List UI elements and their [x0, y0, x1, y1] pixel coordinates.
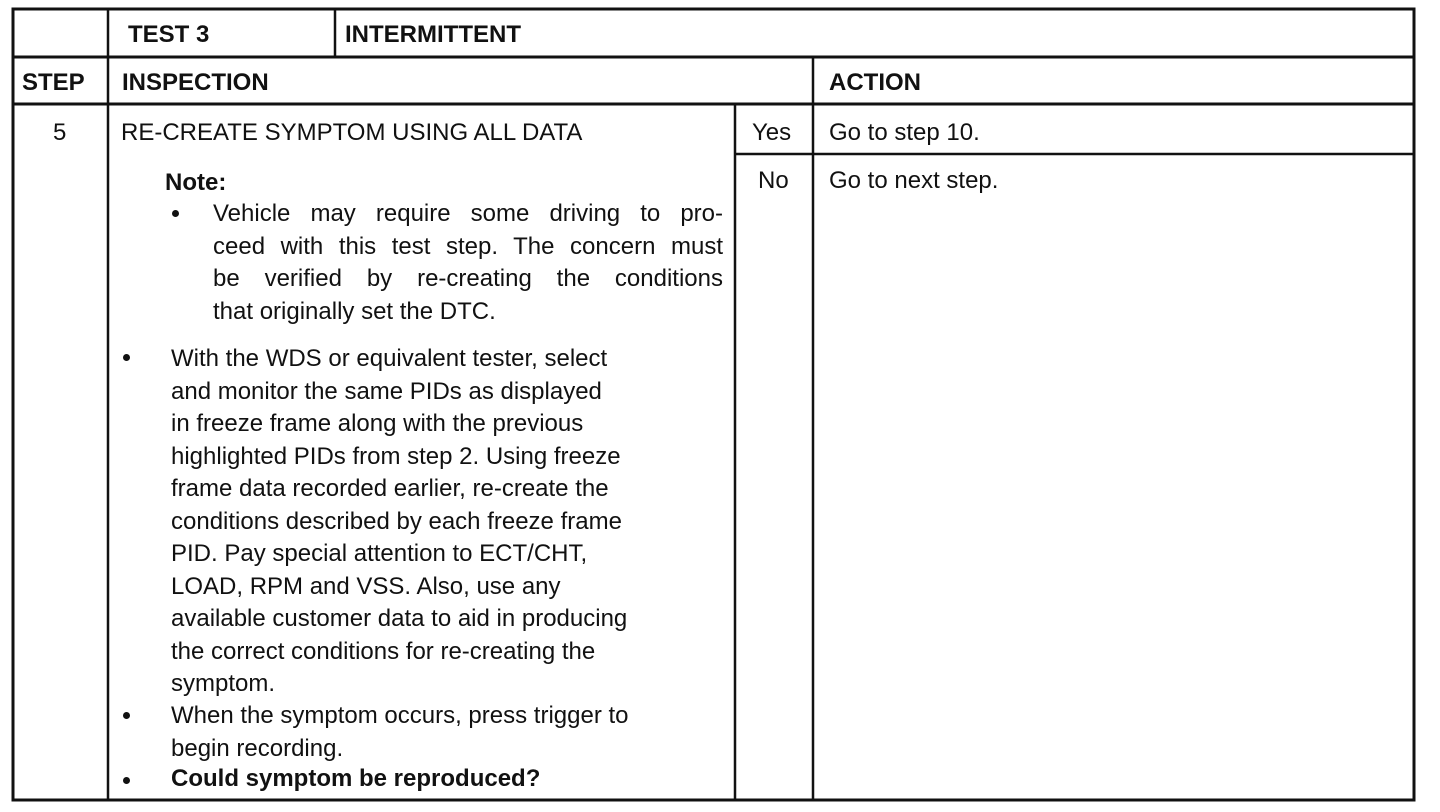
procedure-line: and monitor the same PIDs as displayed — [171, 377, 602, 405]
test-name-label: INTERMITTENT — [345, 21, 521, 48]
procedure-line: symptom. — [171, 670, 276, 697]
procedure-line: LOAD, RPM and VSS. Also, use any — [171, 572, 561, 600]
note-bullet-icon — [172, 210, 179, 217]
action-no: Go to next step. — [829, 167, 999, 194]
procedure-bullet-icon — [123, 712, 130, 719]
answer-no: No — [758, 167, 789, 194]
procedure-line: conditions described by each freeze frame — [171, 507, 622, 535]
test-number-label: TEST 3 — [128, 21, 210, 48]
note-line: Vehicle may require some driving to pro- — [213, 200, 723, 227]
procedure-bullet-icon — [123, 354, 130, 361]
note-label: Note: — [165, 169, 227, 196]
procedure-step-press-trigger — [171, 700, 731, 765]
step-column-header: STEP — [22, 69, 85, 96]
procedure-line: highlighted PIDs from step 2. Using freeze — [171, 442, 621, 470]
procedure-line: begin recording. — [171, 734, 344, 762]
inspection-title: RE-CREATE SYMPTOM USING ALL DATA — [121, 119, 583, 146]
answer-yes: Yes — [752, 119, 792, 146]
procedure-line: in freeze frame along with the previous — [171, 410, 584, 437]
inspection-column-header: INSPECTION — [122, 69, 269, 96]
procedure-line: available customer data to aid in producing — [171, 605, 628, 632]
question-bullet-icon — [123, 777, 130, 784]
reproduce-question: Could symptom be reproduced? — [171, 765, 541, 792]
note-line: be verified by re-creating the conditions — [213, 265, 723, 292]
procedure-line: When the symptom occurs, press trigger to — [171, 702, 629, 729]
step-number: 5 — [53, 119, 67, 146]
procedure-line: PID. Pay special attention to ECT/CHT, — [171, 540, 588, 567]
action-yes: Go to step 10. — [829, 119, 980, 146]
procedure-line: frame data recorded earlier, re-create the — [171, 475, 609, 502]
procedure-line: the correct conditions for re-creating the — [171, 637, 596, 665]
procedure-line: With the WDS or equivalent tester, select — [171, 345, 608, 372]
note-text — [213, 198, 723, 328]
note-line: ceed with this test step. The concern must — [213, 232, 723, 260]
note-line: that originally set the DTC. — [213, 297, 496, 325]
action-column-header: ACTION — [829, 69, 921, 96]
procedure-step-monitor-pids — [171, 343, 731, 701]
